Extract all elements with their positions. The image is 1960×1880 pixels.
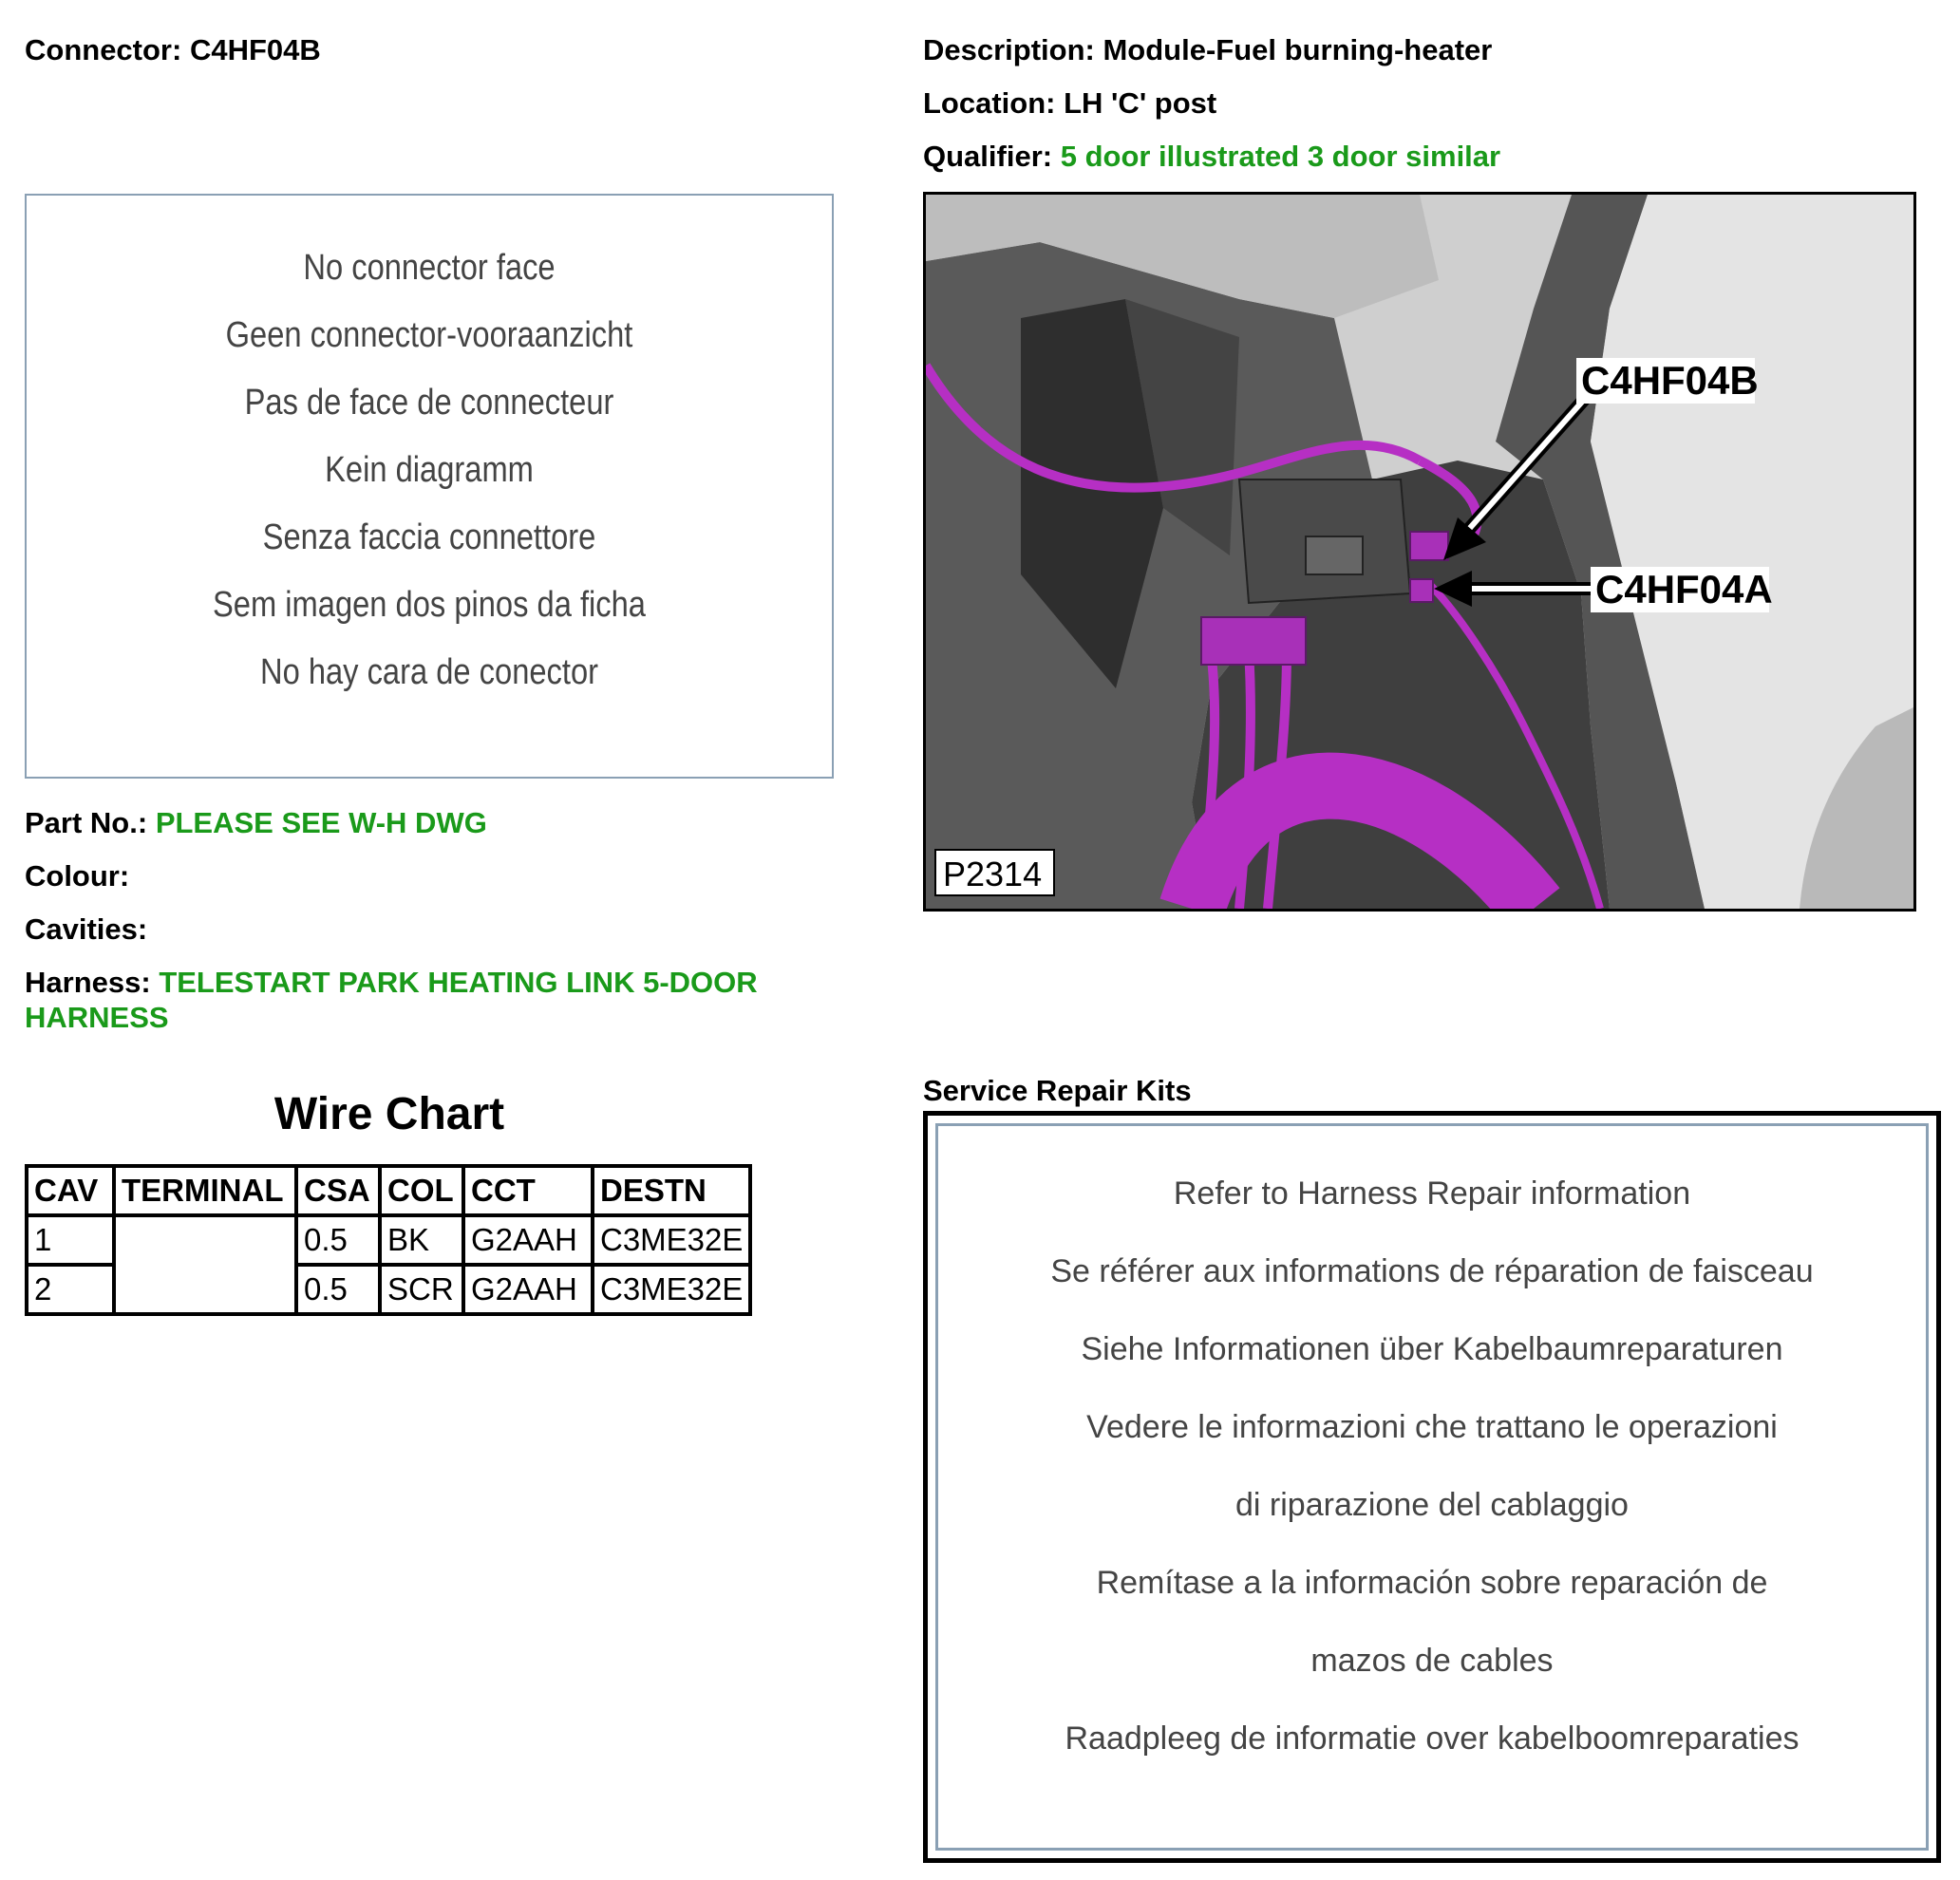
callout-c4hf04b: C4HF04B xyxy=(1581,358,1759,403)
cell-cav: 1 xyxy=(27,1215,114,1265)
cell-destn: C3ME32E xyxy=(593,1265,750,1314)
cell-destn: C3ME32E xyxy=(593,1215,750,1265)
qualifier-label: Qualifier: xyxy=(923,140,1053,173)
wire-chart-table xyxy=(25,1164,752,1316)
kit-line: mazos de cables xyxy=(1310,1643,1554,1679)
colour-label: Colour: xyxy=(25,859,130,893)
harness-value-line2: HARNESS xyxy=(25,1001,169,1034)
location-field xyxy=(923,85,1216,122)
part-no-field xyxy=(25,805,487,841)
cell-terminal xyxy=(114,1215,296,1314)
no-face-line: No hay cara de conector xyxy=(259,652,599,692)
harness-value-line1: TELESTART PARK HEATING LINK 5-DOOR xyxy=(159,966,758,999)
figure-id-label: P2314 xyxy=(943,855,1043,893)
header-cav: CAV xyxy=(27,1166,114,1215)
harness-label: Harness: xyxy=(25,966,151,999)
header-cct: CCT xyxy=(463,1166,593,1215)
kit-line: Remítase a la información sobre reparación de xyxy=(1096,1565,1768,1601)
cell-csa: 0.5 xyxy=(296,1215,380,1265)
part-no-value: PLEASE SEE W-H DWG xyxy=(155,806,487,839)
no-face-line: No connector face xyxy=(303,248,556,288)
no-face-line: Kein diagramm xyxy=(325,450,534,490)
part-no-label: Part No.: xyxy=(25,806,148,839)
connector-location-photo xyxy=(923,192,1916,912)
service-repair-kits-title: Service Repair Kits xyxy=(923,1074,1192,1107)
no-face-line: Sem imagen dos pinos da ficha xyxy=(213,585,646,625)
cell-csa: 0.5 xyxy=(296,1265,380,1314)
vehicle-illustration xyxy=(926,195,1913,909)
description-value: Module-Fuel burning-heater xyxy=(1102,33,1493,66)
connector-label: Connector: xyxy=(25,33,182,66)
connector-field xyxy=(25,32,321,68)
location-value: LH 'C' post xyxy=(1064,86,1217,120)
cell-col: BK xyxy=(380,1215,463,1265)
kit-line: Siehe Informationen über Kabelbaumreparaturen xyxy=(1081,1331,1783,1367)
service-repair-kits-inner xyxy=(935,1123,1929,1851)
header-destn: DESTN xyxy=(593,1166,750,1215)
connector-value: C4HF04B xyxy=(189,33,321,66)
location-label: Location: xyxy=(923,86,1056,120)
wire-chart-header-row xyxy=(27,1166,750,1215)
description-label: Description: xyxy=(923,33,1095,66)
qualifier-value: 5 door illustrated 3 door similar xyxy=(1060,140,1501,173)
description-field xyxy=(923,32,1492,68)
no-face-line: Geen connector-vooraanzicht xyxy=(225,315,633,355)
cavities-label: Cavities: xyxy=(25,912,148,946)
header-terminal: TERMINAL xyxy=(114,1166,296,1215)
no-face-line: Senza faccia connettore xyxy=(262,517,596,557)
harness-field xyxy=(25,965,758,1001)
cavities-field xyxy=(25,912,147,948)
kit-line: Refer to Harness Repair information xyxy=(1173,1175,1691,1212)
cell-cct: G2AAH xyxy=(463,1265,593,1314)
kit-line: Raadpleeg de informatie over kabelboomreparaties xyxy=(1065,1720,1800,1757)
kit-line: Se référer aux informations de réparation de faisceau xyxy=(1050,1253,1814,1289)
header-csa: CSA xyxy=(296,1166,380,1215)
kit-line: di riparazione del cablaggio xyxy=(1235,1487,1629,1523)
colour-field xyxy=(25,858,129,894)
cell-cct: G2AAH xyxy=(463,1215,593,1265)
qualifier-field xyxy=(923,139,1500,175)
cell-cav: 2 xyxy=(27,1265,114,1314)
table-row xyxy=(27,1215,750,1265)
service-repair-kits-box xyxy=(923,1111,1941,1863)
no-face-line: Pas de face de connecteur xyxy=(244,383,614,423)
cell-col: SCR xyxy=(380,1265,463,1314)
wire-chart-title: Wire Chart xyxy=(273,1089,505,1139)
callout-c4hf04a: C4HF04A xyxy=(1595,567,1773,611)
kit-line: Vedere le informazioni che trattano le operazioni xyxy=(1086,1409,1778,1445)
header-col: COL xyxy=(380,1166,463,1215)
no-connector-face-box xyxy=(25,194,834,779)
